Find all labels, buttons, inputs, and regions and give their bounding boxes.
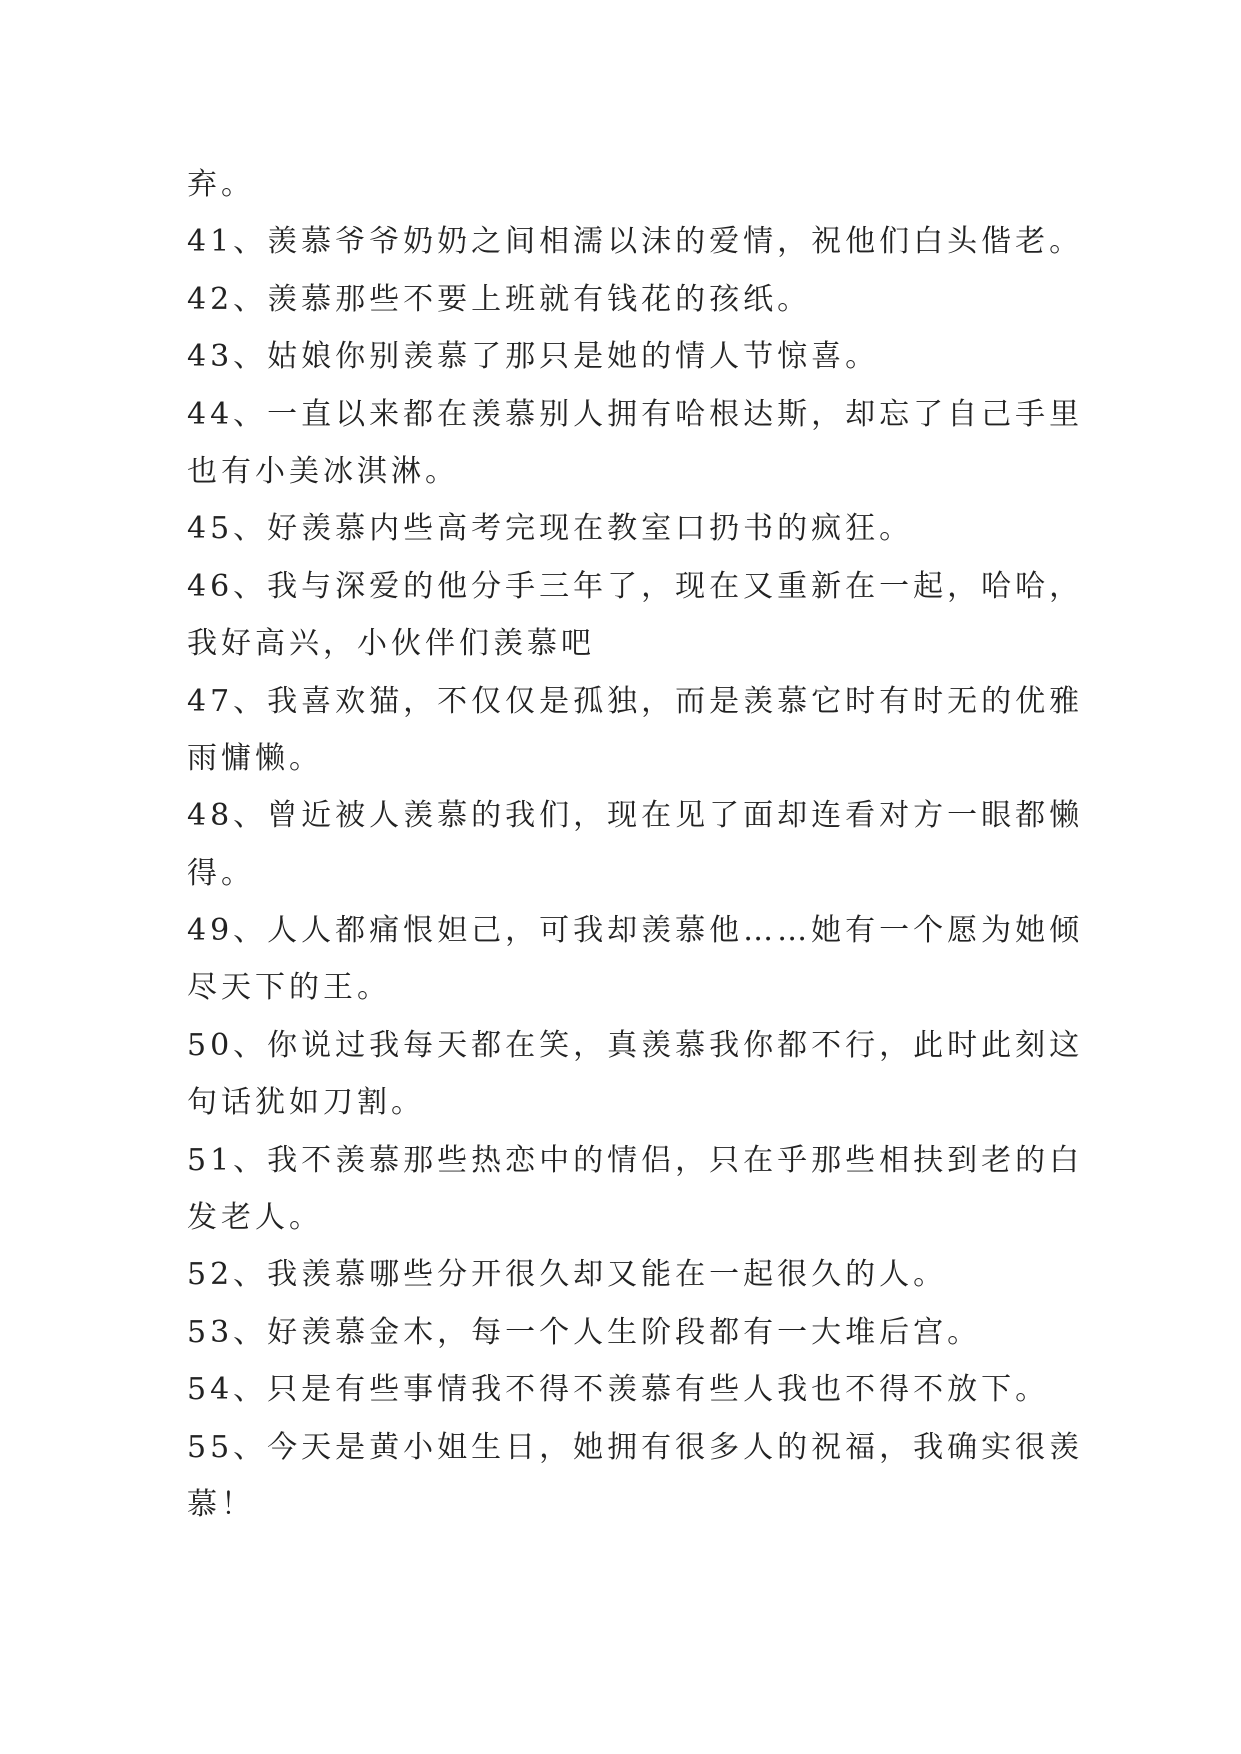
text-line: 我好高兴，小伙伴们羡慕吧	[187, 626, 595, 662]
document-body	[187, 156, 1084, 1533]
text-line: 41、羡慕爷爷奶奶之间相濡以沫的爱情，祝他们白头偕老。	[187, 224, 1084, 260]
text-line: 得。	[187, 855, 255, 891]
text-line: 49、人人都痛恨妲己，可我却羡慕他……她有一个愿为她倾	[187, 913, 1084, 949]
text-line: 慕！	[187, 1486, 255, 1522]
text-line: 44、一直以来都在羡慕别人拥有哈根达斯，却忘了自己手里	[187, 396, 1084, 432]
text-line: 45、好羡慕内些高考完现在教室口扔书的疯狂。	[187, 511, 914, 547]
text-line: 53、好羡慕金木，每一个人生阶段都有一大堆后宫。	[187, 1314, 982, 1350]
text-line: 42、羡慕那些不要上班就有钱花的孩纸。	[187, 281, 812, 317]
text-line: 43、姑娘你别羡慕了那只是她的情人节惊喜。	[187, 339, 880, 375]
text-line: 51、我不羡慕那些热恋中的情侣，只在乎那些相扶到老的白	[187, 1142, 1084, 1178]
text-line: 雨慵懒。	[187, 740, 323, 776]
text-line: 也有小美冰淇淋。	[187, 453, 459, 489]
text-line: 52、我羡慕哪些分开很久却又能在一起很久的人。	[187, 1257, 948, 1293]
text-line: 46、我与深爱的他分手三年了，现在又重新在一起，哈哈，	[187, 568, 1084, 604]
text-line: 句话犹如刀割。	[187, 1085, 425, 1121]
text-line: 54、只是有些事情我不得不羡慕有些人我也不得不放下。	[187, 1372, 1050, 1408]
text-line: 55、今天是黄小姐生日，她拥有很多人的祝福，我确实很羡	[187, 1429, 1084, 1465]
text-line: 弃。	[187, 167, 255, 202]
text-line: 尽天下的王。	[187, 970, 391, 1006]
text-line: 50、你说过我每天都在笑，真羡慕我你都不行，此时此刻这	[187, 1027, 1084, 1063]
text-line: 47、我喜欢猫，不仅仅是孤独，而是羡慕它时有时无的优雅	[187, 683, 1084, 719]
text-line: 48、曾近被人羡慕的我们，现在见了面却连看对方一眼都懒	[187, 798, 1084, 834]
text-line: 发老人。	[187, 1200, 323, 1236]
